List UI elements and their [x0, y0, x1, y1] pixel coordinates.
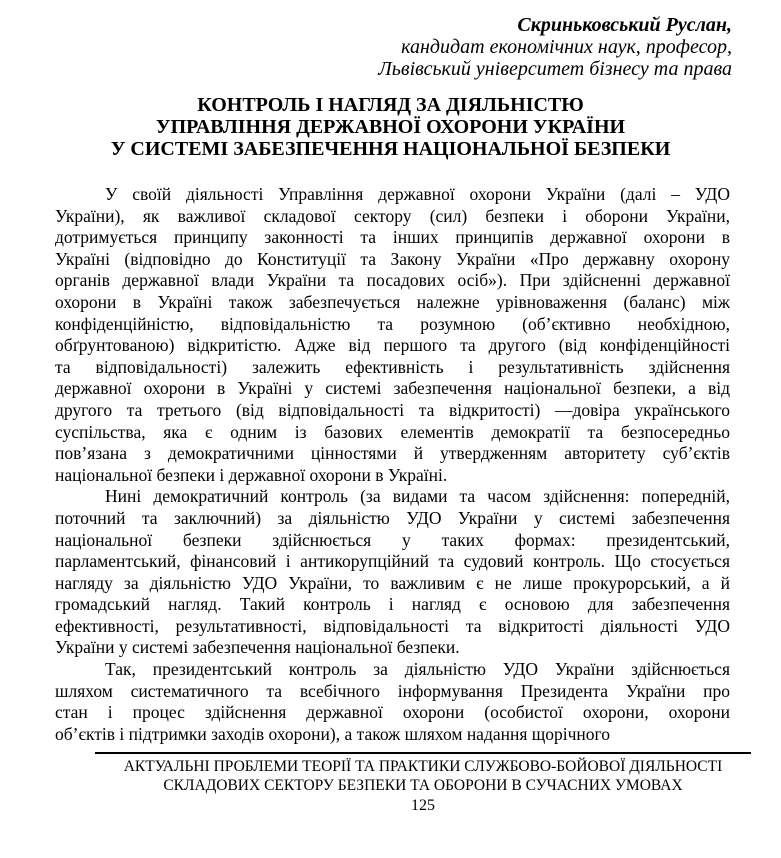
author-block	[0, 0, 732, 80]
text-line: КОНТРОЛЬ І НАГЛЯД ЗА ДІЯЛЬНІСТЮ	[197, 94, 584, 116]
text-line: ефективності, результативності, відповідальності та відкритості діяльності УДО	[55, 615, 730, 636]
text-line: парламентський, фінансовий і антикорупційний та судовий контроль. Що стосується	[55, 551, 730, 572]
page-number: 125	[411, 797, 435, 814]
article-body	[55, 184, 730, 745]
text-line: національної безпеки здійснюється у таких формах: президентський,	[55, 529, 730, 550]
text-line: стан і процес здійснення державної охорони (особистої охорони, охорони	[55, 702, 730, 723]
text-line: суспільства, яка є одним із базових елементів демократії та безпосередньо	[55, 421, 730, 442]
text-line: України), як важливої складової сектору (сил) безпеки і оборони України,	[55, 205, 730, 226]
text-line: шляхом систематичного та всебічного інформування Президента України про	[55, 680, 730, 701]
text-line: У СИСТЕМІ ЗАБЕЗПЕЧЕННЯ НАЦІОНАЛЬНОЇ БЕЗПЕКИ	[110, 138, 671, 160]
text-line: охорони в Україні також забезпечується належне урівноваження (баланс) між	[55, 291, 730, 312]
author-degree: кандидат економічних наук, професор,	[401, 36, 732, 58]
text-line: конфіденційністю, відповідальністю та розумною (об’єктивно необхідною,	[55, 313, 730, 334]
text-line: громадський нагляд. Такий контроль і нагляд є основою для забезпечення	[55, 594, 730, 615]
article-title	[40, 94, 741, 160]
text-line: національної безпеки і державної охорони в Україні.	[55, 464, 448, 485]
text-line: другого та третього (від відповідальності та відкритості) —довіра українського	[55, 399, 730, 420]
text-line: України у системі забезпечення національної безпеки.	[55, 637, 460, 658]
paragraph	[55, 184, 730, 486]
text-line: УПРАВЛІННЯ ДЕРЖАВНОЇ ОХОРОНИ УКРАЇНИ	[155, 116, 626, 138]
text-line: СКЛАДОВИХ СЕКТОРУ БЕЗПЕКИ ТА ОБОРОНИ В СУЧАСНИХ УМОВАХ	[163, 777, 683, 794]
text-line: обґрунтованою) відкритістю. Адже від першого та другого (від конфіденційності	[55, 335, 730, 356]
text-line: дотримується принципу законності та інших принципів державної охорони в	[55, 227, 730, 248]
author-affiliation: Львівський університет бізнесу та права	[378, 58, 732, 80]
conference-title	[95, 757, 751, 795]
text-line: Так, президентський контроль за діяльністю УДО України здійснюється	[105, 659, 730, 680]
page-footer	[95, 752, 751, 815]
author-name: Скриньковський Руслан,	[517, 14, 732, 36]
paragraph	[55, 659, 730, 745]
text-line: об’єктів і підтримки заходів охорони), а також шляхом надання щорічного	[55, 723, 611, 744]
text-line: Україні (відповідно до Конституції та Закону України «Про державну охорону	[55, 248, 730, 269]
text-line: та відповідальності) залежить ефективність і результативність здійснення	[55, 356, 730, 377]
text-line: пов’язана з демократичними цінностями й утвердженням авторитету суб’єктів	[55, 443, 730, 464]
paragraph	[55, 486, 730, 659]
text-line: нагляду за діяльністю УДО України, то важливим є не лише прокурорський, а й	[55, 572, 730, 593]
text-line: У своїй діяльності Управління державної охорони України (далі – УДО	[105, 184, 730, 204]
text-line: поточний та заключний) за діяльністю УДО України у системі забезпечення	[55, 507, 730, 528]
text-line: органів державної влади України та посадових осіб»). При здійсненні державної	[55, 270, 730, 291]
text-line: Нині демократичний контроль (за видами та часом здійснення: попередній,	[105, 486, 730, 507]
text-line: державної охорони в Україні у системі забезпечення національної безпеки, а від	[55, 378, 730, 399]
text-line: АКТУАЛЬНІ ПРОБЛЕМИ ТЕОРІЇ ТА ПРАКТИКИ СЛУЖБОВО-БОЙОВОЇ ДІЯЛЬНОСТІ	[123, 758, 723, 775]
